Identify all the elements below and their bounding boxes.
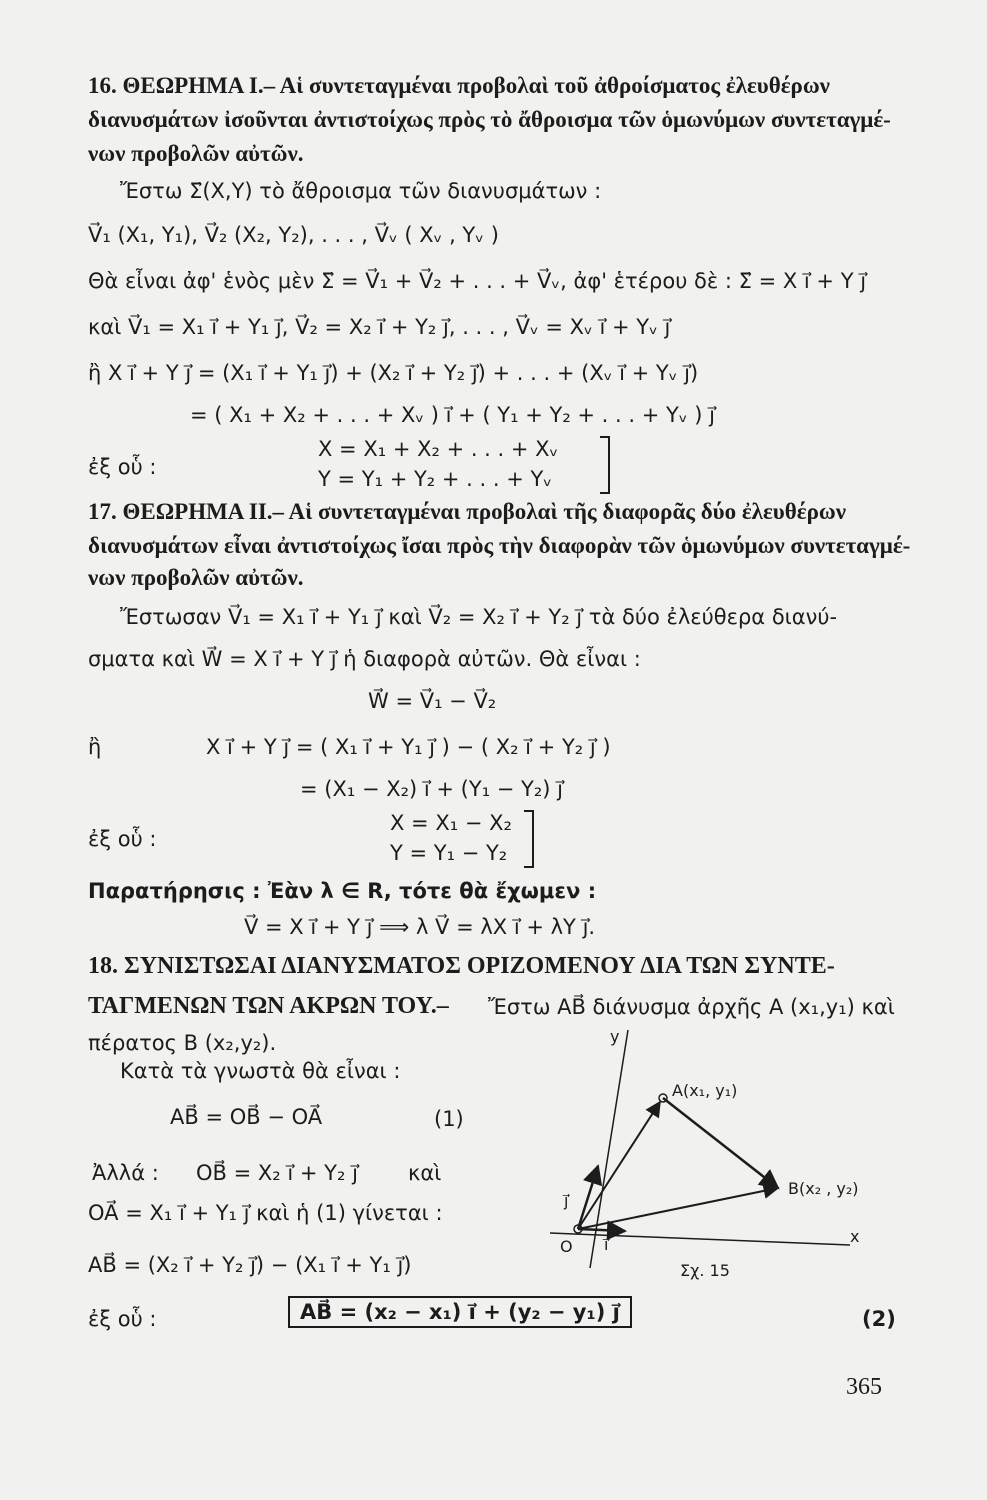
section18-heading: 18. ΣΥΝΙΣΤΩΣΑΙ ΔΙΑΝΥΣΜΑΤΟΣ ΟΡΙΖΟΜΕΝΟΥ ΔΙΑ ΤΩΝ ΣΥΝΤΕ-	[88, 953, 835, 979]
theorem1-line6: = ( X₁ + X₂ + . . . + Xᵥ ) ı⃗ + ( Y₁ + Y₂ + . . . + Yᵥ ) j⃗	[190, 403, 715, 427]
y-axis	[590, 1030, 628, 1268]
section18-line3-tail: καὶ	[408, 1161, 442, 1185]
theorem1-line1: Ἔστω Σ⃗(X,Y) τὸ ἄθροισμα τῶν διανυσμάτων :	[120, 179, 602, 203]
oa-vector	[578, 1102, 660, 1229]
i-vector	[578, 1229, 625, 1231]
boxed-formula-number: (2)	[862, 1307, 896, 1331]
x-axis-label: x	[850, 1227, 860, 1246]
figure-15	[550, 1020, 880, 1290]
theorem2-line3: W⃗ = V⃗₁ − V⃗₂	[368, 689, 497, 713]
section18-eq1: AB⃗ = OB⃗ − OA⃗	[170, 1105, 323, 1129]
theorem1-heading-line2: διανυσμάτων ἰσοῦνται ἀντιστοίχως πρὸς τὸ ἄθροισμα τῶν ὁμωνύμων συντεταγμέ-	[88, 107, 891, 132]
point-a-label: A(x₁, y₁)	[672, 1081, 738, 1100]
theorem2-brace	[524, 810, 534, 868]
theorem1-brace	[600, 436, 610, 494]
theorem1-line2: V⃗₁ (X₁, Y₁), V⃗₂ (X₂, Y₂), . . . , V⃗ᵥ ( Xᵥ , Yᵥ )	[88, 223, 499, 247]
y-axis-label: y	[610, 1027, 620, 1046]
ob-vector	[578, 1188, 778, 1229]
theorem1-ex1: X = X₁ + X₂ + . . . + Xᵥ	[318, 437, 559, 461]
figure-caption: Σχ. 15	[680, 1261, 730, 1280]
theorem2-heading-line2: διανυσμάτων εἶναι ἀντιστοίχως ἴσαι πρὸς τὴν διαφορὰν τῶν ὁμωνύμων συντεταγμέ-	[88, 533, 911, 558]
theorem2-line4-label: ἢ	[88, 735, 102, 759]
section18-heading-line2: ΤΑΓΜΕΝΩΝ ΤΩΝ ΑΚΡΩΝ ΤΟΥ.–	[88, 993, 449, 1019]
theorem1-heading: 16. ΘΕΩΡΗΜΑ Ι.– Αἱ συντεταγμέναι προβολαὶ τοῦ ἀθροίσματος ἐλευθέρων	[88, 73, 830, 98]
section18-line3: OB⃗ = X₂ ı⃗ + Y₂ j⃗	[196, 1161, 358, 1185]
theorem1-line4: καὶ V⃗₁ = X₁ ı⃗ + Y₁ j⃗, V⃗₂ = X₂ ı⃗ + Y₂ j⃗, . . . , V⃗ᵥ = Xᵥ ı⃗ + Yᵥ j⃗	[88, 315, 671, 339]
section18-heading-line2-text: Ἔστω AB⃗ διάνυσμα ἀρχῆς A (x₁,y₁) καὶ	[488, 995, 895, 1019]
theorem2-line4: X ı⃗ + Y j⃗ = ( X₁ ı⃗ + Y₁ j⃗ ) − ( X₂ ı⃗ + Y₂ j⃗ )	[206, 735, 611, 759]
section18-line2: Κατὰ τὰ γνωστὰ θὰ εἶναι :	[120, 1059, 401, 1083]
remark-line: Παρατήρησις : Ἐὰν λ ∈ R, τότε θὰ ἔχωμεν :	[88, 879, 597, 903]
theorem2-line1: Ἔστωσαν V⃗₁ = X₁ ı⃗ + Y₁ j⃗ καὶ V⃗₂ = X₂ ı⃗ + Y₂ j⃗ τὰ δύο ἐλεύθερα διανύ-	[120, 605, 838, 629]
boxed-formula: AB⃗ = (x₂ − x₁) ı⃗ + (y₂ − y₁) j⃗	[288, 1296, 632, 1328]
section18-line3-label: Ἀλλά :	[92, 1161, 159, 1185]
theorem2-ex-label: ἐξ οὗ :	[88, 827, 157, 851]
j-vector	[578, 1166, 598, 1229]
theorem2-ex2: Y = Y₁ − Y₂	[390, 841, 508, 865]
theorem2-heading: 17. ΘΕΩΡΗΜΑ ΙΙ.– Αἱ συντεταγμέναι προβολαὶ τῆς διαφορᾶς δύο ἐλευθέρων	[88, 499, 846, 524]
remark-equation: V⃗ = X ı⃗ + Y j⃗ ⟹ λ V⃗ = λX ı⃗ + λY j⃗.	[244, 915, 596, 939]
theorem2-ex1: X = X₁ − X₂	[390, 811, 512, 835]
theorem1-ex2: Y = Y₁ + Y₂ + . . . + Yᵥ	[318, 467, 553, 491]
theorem1-ex-label: ἐξ οὗ :	[88, 455, 157, 479]
theorem2-line2: σματα καὶ W⃗ = X ı⃗ + Y j⃗ ἡ διαφορὰ αὐτῶν. Θὰ εἶναι :	[88, 647, 641, 671]
theorem1-heading-line3: νων προβολῶν αὐτῶν.	[88, 141, 304, 166]
j-label: j⃗	[564, 1191, 569, 1210]
section18-eq1-number: (1)	[434, 1107, 464, 1131]
section18-line1: πέρατος B (x₂,y₂).	[88, 1031, 277, 1055]
theorem1-line3: Θὰ εἶναι ἀφ' ἑνὸς μὲν Σ⃗ = V⃗₁ + V⃗₂ + . . . + V⃗ᵥ, ἀφ' ἑτέρου δὲ : Σ⃗ = X ı⃗ + Y j⃗	[88, 269, 867, 293]
section18-line4: OA⃗ = X₁ ı⃗ + Y₁ j⃗ καὶ ἡ (1) γίνεται :	[88, 1201, 443, 1225]
i-label: ı⃗	[604, 1235, 609, 1254]
origin-label: O	[560, 1237, 573, 1256]
ab-vector	[663, 1098, 778, 1188]
page-number: 365	[846, 1374, 882, 1400]
theorem2-heading-line3: νων προβολῶν αὐτῶν.	[88, 565, 304, 590]
theorem2-line5: = (X₁ − X₂) ı⃗ + (Y₁ − Y₂) j⃗	[300, 777, 564, 801]
section18-line5: AB⃗ = (X₂ ı⃗ + Y₂ j⃗) − (X₁ ı⃗ + Y₁ j⃗)	[88, 1253, 412, 1277]
section18-ex-label: ἐξ οὗ :	[88, 1307, 157, 1331]
point-b-label: B(x₂ , y₂)	[788, 1179, 859, 1198]
theorem1-line5: ἢ X ı⃗ + Y j⃗ = (X₁ ı⃗ + Y₁ j⃗) + (X₂ ı⃗ + Y₂ j⃗) + . . . + (Xᵥ ı⃗ + Yᵥ j⃗)	[88, 361, 699, 385]
